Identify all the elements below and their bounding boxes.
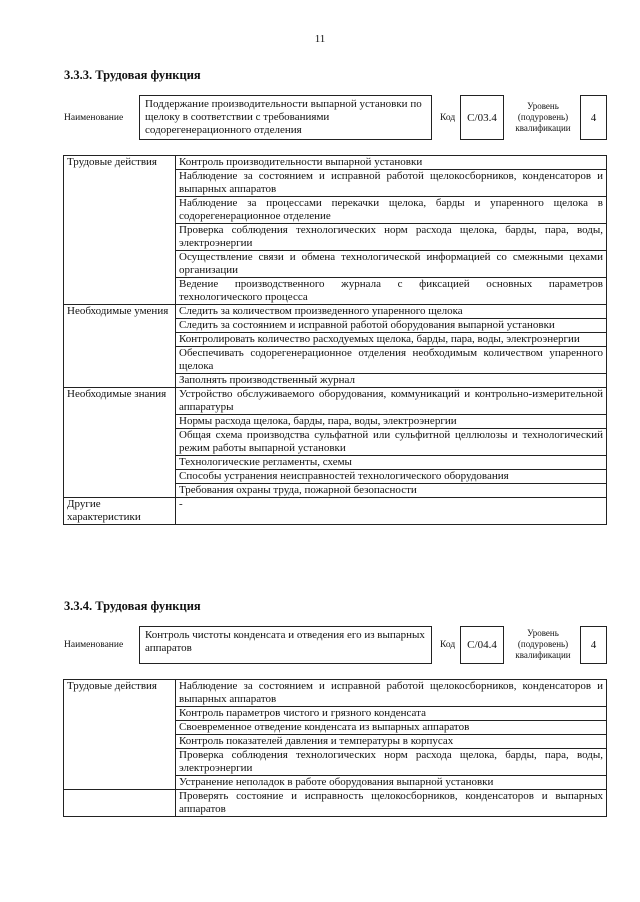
item-cell: Технологические регламенты, схемы	[176, 456, 607, 470]
item-cell: Проверять состояние и исправность щелокосборников, конденсаторов и выпарных аппаратов	[176, 790, 607, 817]
table-row	[64, 498, 607, 525]
item-cell: Контролировать количество расходуемых щелока, барды, пара, воды, электроэнергии	[176, 333, 607, 347]
item-cell: Проверка соблюдения технологических норм расхода щелока, барды, пара, воды, электроэнергии	[176, 749, 607, 776]
category-cell: Другие характеристики	[64, 498, 176, 525]
item-cell: Следить за состоянием и исправной работой оборудования выпарной установки	[176, 319, 607, 333]
function-name-box: Контроль чистоты конденсата и отведения его из выпарных аппаратов	[139, 626, 432, 664]
item-cell: Требования охраны труда, пожарной безопасности	[176, 484, 607, 498]
function-table-333	[63, 155, 607, 525]
section-title-334: 3.3.4. Трудовая функция	[64, 599, 201, 613]
item-cell: -	[176, 498, 607, 525]
table-row	[64, 156, 607, 170]
table-row	[64, 790, 607, 817]
name-label: Наименование	[64, 640, 124, 650]
item-cell: Ведение производственного журнала с фиксацией основных параметров технологического процесса	[176, 278, 607, 305]
item-cell: Контроль показателей давления и температуры в корпусах	[176, 735, 607, 749]
category-cell: Необходимые знания	[64, 388, 176, 498]
item-cell: Следить за количеством произведенного упаренного щелока	[176, 305, 607, 319]
page-number: 11	[314, 33, 326, 45]
item-cell: Своевременное отведение конденсата из выпарных аппаратов	[176, 721, 607, 735]
code-label: Код	[440, 640, 456, 650]
level-label: Уровень (подуровень) квалификации	[515, 101, 571, 133]
function-table-334	[63, 679, 607, 817]
category-cell	[64, 790, 176, 817]
item-cell: Наблюдение за состоянием и исправной работой щелокосборников, конденсаторов и выпарных аппаратов	[176, 170, 607, 197]
item-cell: Проверка соблюдения технологических норм расхода щелока, барды, пара, воды, электроэнергии	[176, 224, 607, 251]
item-cell: Устранение неполадок в работе оборудования выпарной установки	[176, 776, 607, 790]
code-label: Код	[440, 113, 456, 123]
item-cell: Нормы расхода щелока, барды, пара, воды, электроэнергии	[176, 415, 607, 429]
table-row	[64, 388, 607, 415]
level-value: 4	[580, 95, 607, 140]
item-cell: Способы устранения неисправностей технологического оборудования	[176, 470, 607, 484]
function-name-box: Поддержание производительности выпарной установки по щелоку в соответствии с требованиями содорегенерационного отделения	[139, 95, 432, 140]
item-cell: Заполнять производственный журнал	[176, 374, 607, 388]
section-title-333: 3.3.3. Трудовая функция	[64, 68, 201, 82]
item-cell: Наблюдение за процессами перекачки щелока, барды и упаренного щелока в содорегенерационное отделение	[176, 197, 607, 224]
item-cell: Осуществление связи и обмена технологической информацией со смежными цехами организации	[176, 251, 607, 278]
item-cell: Контроль производительности выпарной установки	[176, 156, 607, 170]
table-row	[64, 680, 607, 707]
item-cell: Устройство обслуживаемого оборудования, коммуникаций и контрольно-измерительной аппаратуры	[176, 388, 607, 415]
category-cell: Трудовые действия	[64, 680, 176, 790]
code-value: C/04.4	[460, 626, 504, 664]
item-cell: Обеспечивать содорегенерационное отделения необходимым количеством упаренного щелока	[176, 347, 607, 374]
level-label: Уровень (подуровень) квалификации	[515, 628, 571, 660]
name-label: Наименование	[64, 113, 124, 123]
category-cell: Трудовые действия	[64, 156, 176, 305]
item-cell: Контроль параметров чистого и грязного конденсата	[176, 707, 607, 721]
code-value: C/03.4	[460, 95, 504, 140]
table-row	[64, 305, 607, 319]
item-cell: Наблюдение за состоянием и исправной работой щелокосборников, конденсаторов и выпарных аппаратов	[176, 680, 607, 707]
level-value: 4	[580, 626, 607, 664]
category-cell: Необходимые умения	[64, 305, 176, 388]
item-cell: Общая схема производства сульфатной или сульфитной целлюлозы и технологический режим работы выпарной установки	[176, 429, 607, 456]
